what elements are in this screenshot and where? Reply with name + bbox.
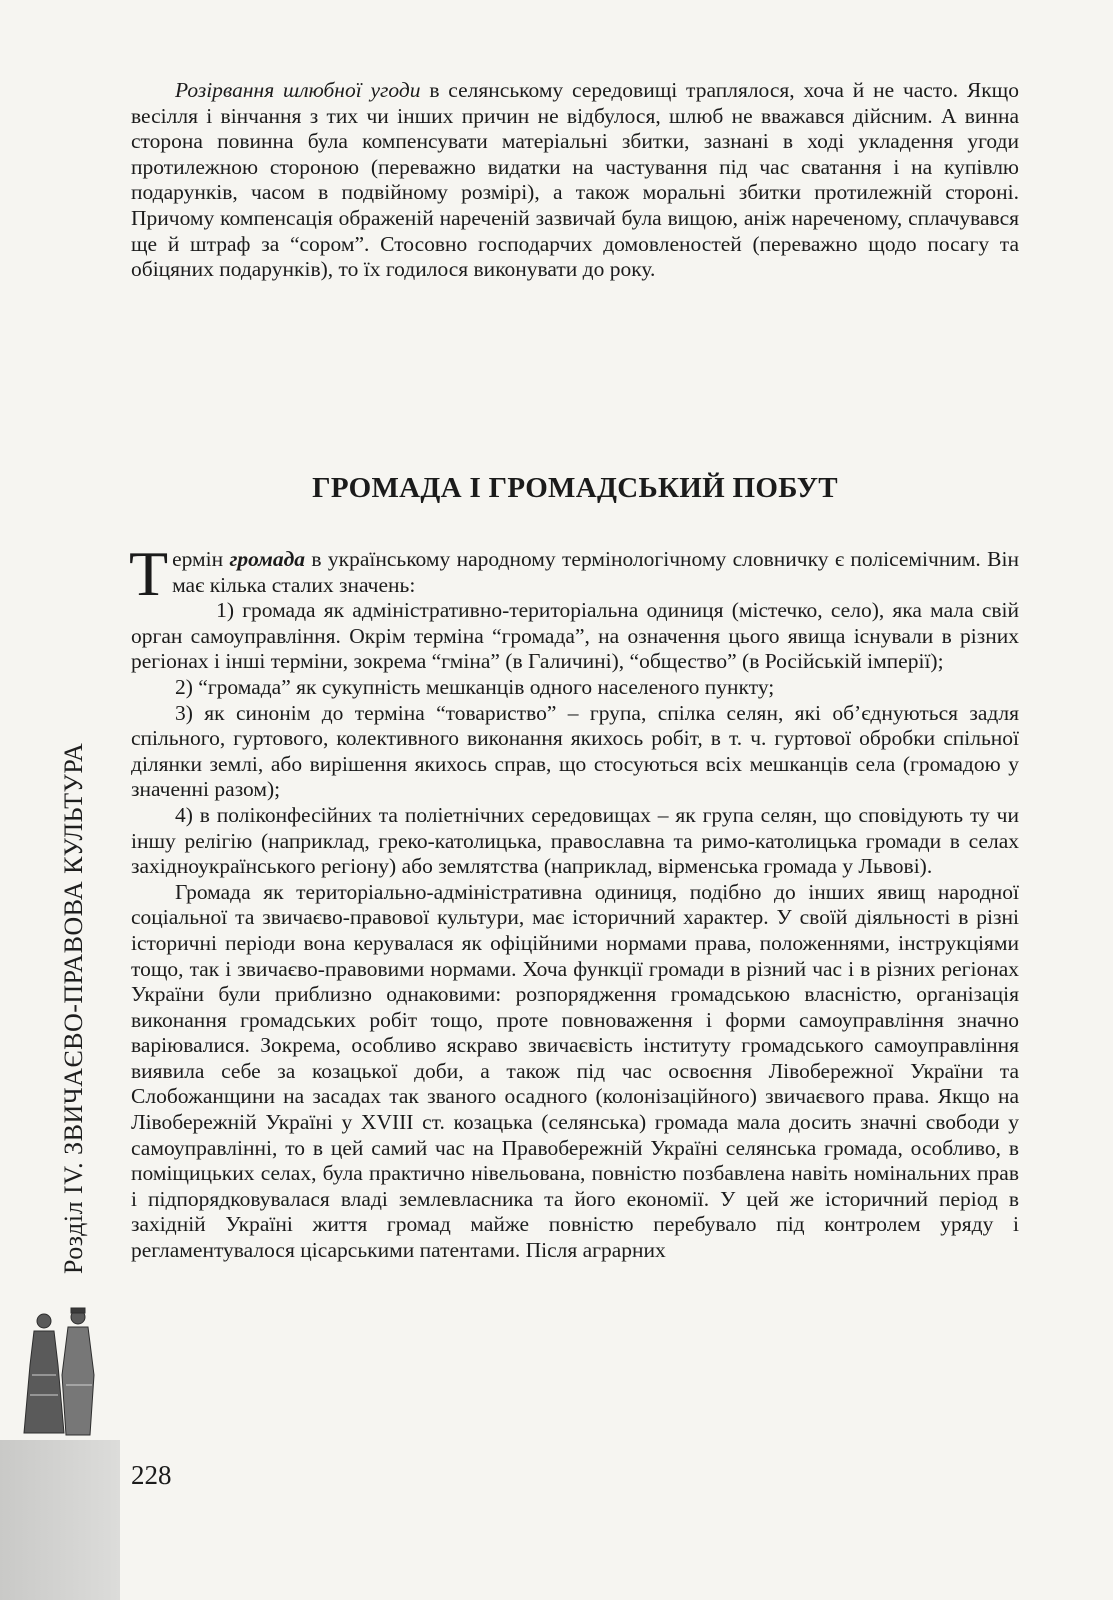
list-item: 1) громада як адміністративно-територіальна одиниця (містечко, село), яка мала свій орган самоуправління. Окрім терміна “громада”, на означення цього явища існували в різних регіонах і інші терміни, зокрема “гміна” (в Галичині), “общество” (в Російській імперії); — [131, 598, 1019, 674]
drop-cap: Т — [129, 538, 169, 609]
page-number: 228 — [131, 1460, 172, 1490]
first-paragraph: Термін громада в українському народному термінологічному словничку є полісемічним. Він має кілька сталих значень: — [129, 538, 1019, 609]
intro-text: в селянському середовищі траплялося, хоча й не часто. Якщо весілля і вінчання з тих чи інших причин не відбулося, шлюб не вважався дійсним. А винна сторона повинна була компенсувати матеріальні збитки, зазнані в ході укладення угоди протилежною стороною (переважно видатки на частування під час сватання і на купівлю подарунків, часом в подвійному розмірі), а також моральні збитки протилежній стороні. Причому компенсація ображеній нареченій зазвичай була вищою, аніж нареченому, сплачувався ще й штраф за “сором”. Стосовно господарчих домовленостей (переважно щодо посагу та обіцяних подарунків), то їх годилося виконувати до року. — [131, 78, 1019, 282]
chapter-side-title: Розділ IV. ЗВИЧАЄВО-ПРАВОВА КУЛЬТУРА — [59, 742, 88, 1274]
margin-shade — [0, 1440, 120, 1600]
section-body — [129, 538, 1019, 1264]
list-item: 2) “громада” як сукупність мешканців одного населеного пункту; — [175, 674, 775, 699]
list-item: 4) в поліконфесійних та поліетнічних середовищах – як група селян, що сповідують ту чи іншу релігію (наприклад, греко-католицька, православна та римо-католицька громади в селах західноукраїнського регіону) або землятства (наприклад, вірменська громада у Львові). — [131, 802, 1019, 879]
intro-paragraph — [131, 78, 1019, 283]
list-item: 3) як синонім до терміна “товариство” – група, спілка селян, які об’єднуються задля спільного, гуртового, колективного виконання якихось робіт, в т. ч. гуртової обробки спільної ділянки землі, або вирішення якихось справ, що стосуються всіх мешканців села (громадою у значенні разом); — [131, 700, 1019, 802]
section-title: ГРОМАДА І ГРОМАДСЬКИЙ ПОБУТ — [312, 472, 838, 504]
term-hromada: громада — [229, 547, 306, 571]
intro-lead-term: Розірвання шлюбної угоди — [175, 78, 421, 102]
body-paragraph: Громада як територіально-адміністративна одиниця, подібно до інших явищ народної соціальної та звичаєво-правової культури, має історичний характер. У своїй діяльності в різні історичні періоди вона керувалася як офіційними нормами права, положеннями, інструкціями тощо, так і звичаєво-правовими нормами. Хоча функції громади в різний час і в різних регіонах України були приблизно однаковими: розпорядження громадською власністю, організація виконання громадських робіт тощо, проте повноваження і форми самоуправління значно варіювалися. Зокрема, особливо яскраво звичаєвість інституту громадського самоуправління виявила себе за козацької доби, а також під час освоєння Лівобережної України та Слобожанщини на засадах так званого осадного (колонізаційного) звичаєвого права. Якщо на Лівобережній Україні у XVIII ст. козацька (селянська) громада мала досить значні свободи у самоуправлінні, то в цей самий час на Правобережній Україні селянська громада, особливо, в поміщицьких селах, була практично нівельована, повністю позбавлена навіть номінальних прав і підпорядковувалася владі землевласника та його економії. У цей же історичний період в західній Україні життя громад майже повністю перебувало під контролем уряду і регламентувалося цісарськими патентами. Після аграрних — [131, 879, 1019, 1263]
costume-figures-illustration — [16, 1305, 106, 1445]
